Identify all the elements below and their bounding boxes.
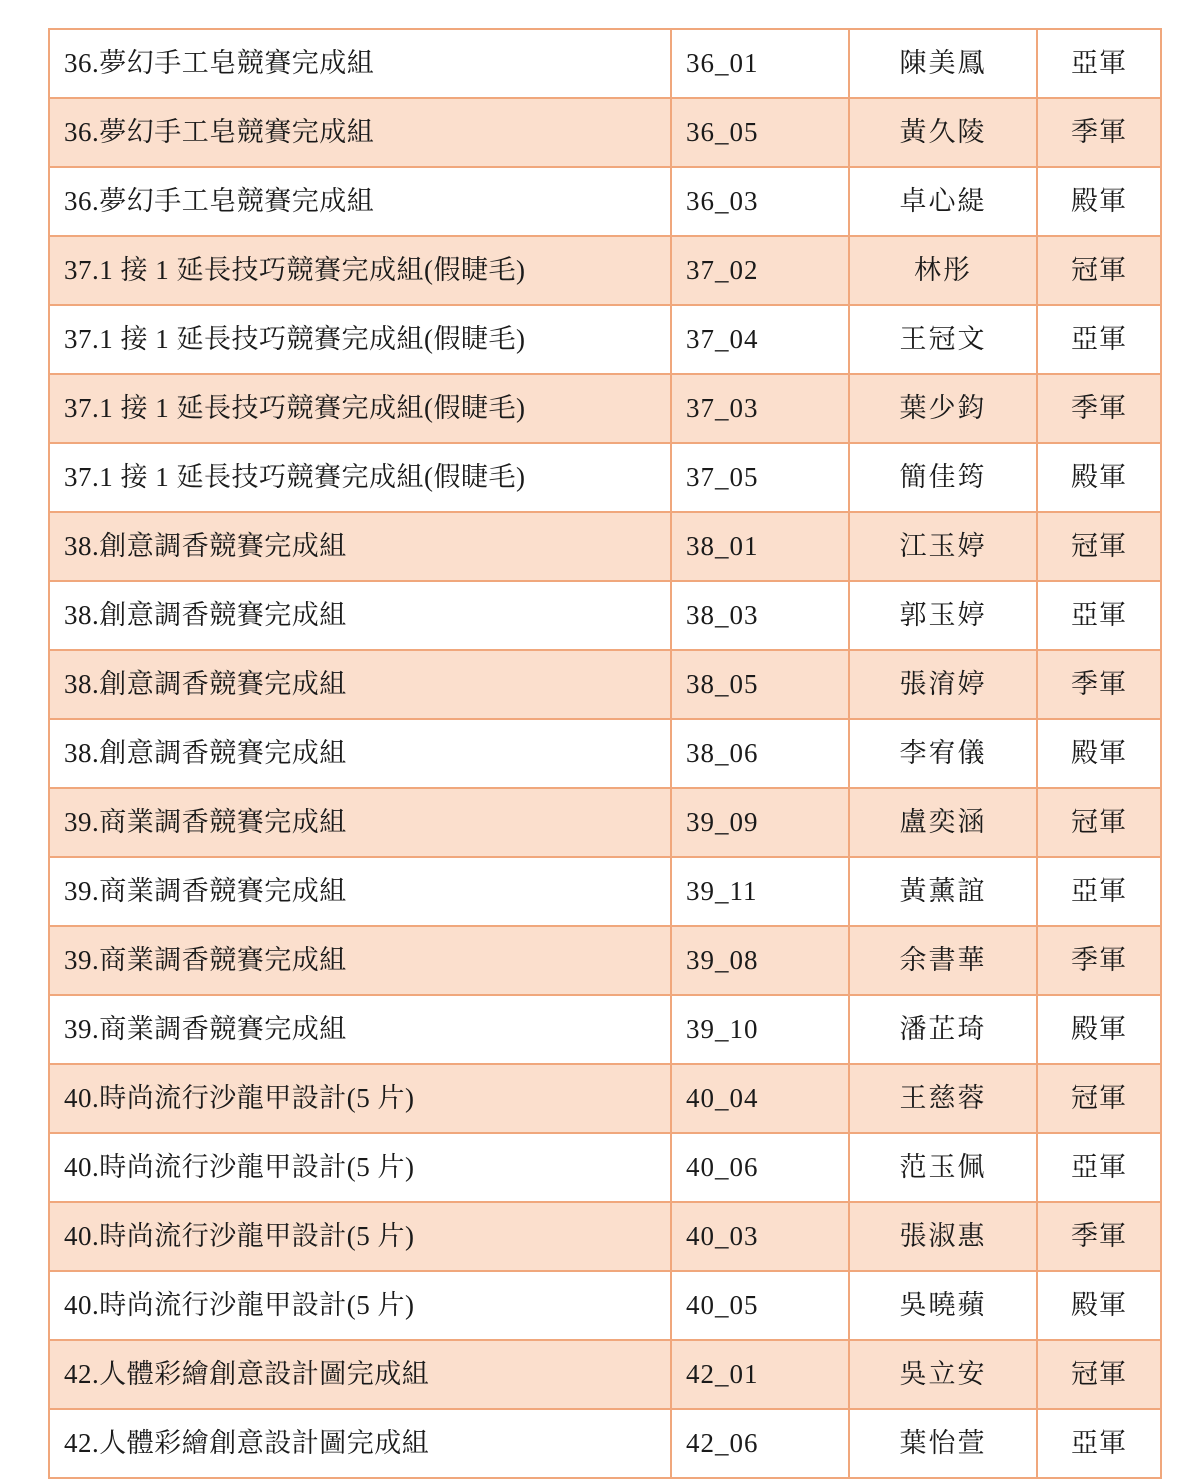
cell-name: 郭玉婷 xyxy=(849,581,1037,650)
cell-award: 冠軍 xyxy=(1037,236,1161,305)
cell-code: 40_03 xyxy=(671,1202,849,1271)
cell-code: 38_01 xyxy=(671,512,849,581)
table-row xyxy=(49,1202,1161,1271)
cell-code: 38_05 xyxy=(671,650,849,719)
table-row xyxy=(49,374,1161,443)
table-row xyxy=(49,236,1161,305)
table-row xyxy=(49,581,1161,650)
cell-name: 黃薰誼 xyxy=(849,857,1037,926)
cell-event: 39.商業調香競賽完成組 xyxy=(49,857,671,926)
table-row xyxy=(49,926,1161,995)
cell-award: 季軍 xyxy=(1037,98,1161,167)
cell-name: 陳美鳳 xyxy=(849,29,1037,98)
cell-name: 江玉婷 xyxy=(849,512,1037,581)
cell-event: 37.1 接 1 延長技巧競賽完成組(假睫毛) xyxy=(49,374,671,443)
results-table xyxy=(48,28,1162,1479)
cell-event: 38.創意調香競賽完成組 xyxy=(49,719,671,788)
cell-name: 簡佳筠 xyxy=(849,443,1037,512)
cell-name: 潘芷琦 xyxy=(849,995,1037,1064)
table-row xyxy=(49,788,1161,857)
table-row xyxy=(49,857,1161,926)
cell-award: 殿軍 xyxy=(1037,443,1161,512)
cell-code: 39_10 xyxy=(671,995,849,1064)
cell-award: 冠軍 xyxy=(1037,1064,1161,1133)
cell-code: 38_03 xyxy=(671,581,849,650)
cell-name: 張淑惠 xyxy=(849,1202,1037,1271)
cell-award: 亞軍 xyxy=(1037,857,1161,926)
cell-award: 季軍 xyxy=(1037,1202,1161,1271)
cell-code: 40_04 xyxy=(671,1064,849,1133)
cell-award: 季軍 xyxy=(1037,374,1161,443)
cell-event: 40.時尚流行沙龍甲設計(5 片) xyxy=(49,1064,671,1133)
cell-name: 吳曉蘋 xyxy=(849,1271,1037,1340)
cell-name: 盧奕涵 xyxy=(849,788,1037,857)
cell-award: 冠軍 xyxy=(1037,512,1161,581)
cell-name: 王冠文 xyxy=(849,305,1037,374)
cell-event: 42.人體彩繪創意設計圖完成組 xyxy=(49,1340,671,1409)
cell-award: 季軍 xyxy=(1037,926,1161,995)
cell-award: 亞軍 xyxy=(1037,581,1161,650)
cell-event: 37.1 接 1 延長技巧競賽完成組(假睫毛) xyxy=(49,305,671,374)
cell-award: 亞軍 xyxy=(1037,1409,1161,1478)
cell-award: 殿軍 xyxy=(1037,167,1161,236)
table-row xyxy=(49,650,1161,719)
cell-code: 38_06 xyxy=(671,719,849,788)
cell-event: 36.夢幻手工皂競賽完成組 xyxy=(49,98,671,167)
cell-name: 林彤 xyxy=(849,236,1037,305)
cell-name: 王慈蓉 xyxy=(849,1064,1037,1133)
cell-award: 殿軍 xyxy=(1037,995,1161,1064)
cell-event: 40.時尚流行沙龍甲設計(5 片) xyxy=(49,1271,671,1340)
cell-code: 36_05 xyxy=(671,98,849,167)
cell-event: 36.夢幻手工皂競賽完成組 xyxy=(49,167,671,236)
cell-code: 40_05 xyxy=(671,1271,849,1340)
cell-name: 范玉佩 xyxy=(849,1133,1037,1202)
cell-event: 37.1 接 1 延長技巧競賽完成組(假睫毛) xyxy=(49,236,671,305)
cell-name: 黃久陵 xyxy=(849,98,1037,167)
cell-code: 39_11 xyxy=(671,857,849,926)
cell-name: 余書華 xyxy=(849,926,1037,995)
cell-name: 葉怡萱 xyxy=(849,1409,1037,1478)
cell-award: 殿軍 xyxy=(1037,1271,1161,1340)
table-row xyxy=(49,995,1161,1064)
cell-name: 張淯婷 xyxy=(849,650,1037,719)
cell-code: 37_03 xyxy=(671,374,849,443)
cell-code: 36_01 xyxy=(671,29,849,98)
cell-event: 39.商業調香競賽完成組 xyxy=(49,926,671,995)
cell-code: 42_06 xyxy=(671,1409,849,1478)
table-row xyxy=(49,1133,1161,1202)
cell-code: 39_08 xyxy=(671,926,849,995)
table-row xyxy=(49,167,1161,236)
cell-name: 李宥儀 xyxy=(849,719,1037,788)
table-row xyxy=(49,305,1161,374)
cell-name: 葉少鈞 xyxy=(849,374,1037,443)
cell-event: 39.商業調香競賽完成組 xyxy=(49,995,671,1064)
cell-event: 36.夢幻手工皂競賽完成組 xyxy=(49,29,671,98)
cell-event: 40.時尚流行沙龍甲設計(5 片) xyxy=(49,1202,671,1271)
cell-code: 40_06 xyxy=(671,1133,849,1202)
table-row xyxy=(49,512,1161,581)
cell-name: 吳立安 xyxy=(849,1340,1037,1409)
cell-award: 殿軍 xyxy=(1037,719,1161,788)
table-row xyxy=(49,719,1161,788)
cell-code: 37_05 xyxy=(671,443,849,512)
cell-name: 卓心緹 xyxy=(849,167,1037,236)
table-row xyxy=(49,1409,1161,1478)
table-row xyxy=(49,443,1161,512)
cell-award: 亞軍 xyxy=(1037,1133,1161,1202)
cell-code: 37_02 xyxy=(671,236,849,305)
cell-event: 39.商業調香競賽完成組 xyxy=(49,788,671,857)
cell-event: 38.創意調香競賽完成組 xyxy=(49,512,671,581)
cell-award: 季軍 xyxy=(1037,650,1161,719)
cell-code: 36_03 xyxy=(671,167,849,236)
cell-event: 37.1 接 1 延長技巧競賽完成組(假睫毛) xyxy=(49,443,671,512)
cell-award: 亞軍 xyxy=(1037,305,1161,374)
results-table-body xyxy=(49,29,1161,1478)
table-row xyxy=(49,98,1161,167)
table-row xyxy=(49,1340,1161,1409)
table-row xyxy=(49,29,1161,98)
cell-award: 亞軍 xyxy=(1037,29,1161,98)
cell-code: 39_09 xyxy=(671,788,849,857)
cell-event: 38.創意調香競賽完成組 xyxy=(49,650,671,719)
cell-award: 冠軍 xyxy=(1037,788,1161,857)
table-row xyxy=(49,1271,1161,1340)
cell-code: 37_04 xyxy=(671,305,849,374)
cell-event: 38.創意調香競賽完成組 xyxy=(49,581,671,650)
cell-award: 冠軍 xyxy=(1037,1340,1161,1409)
cell-event: 42.人體彩繪創意設計圖完成組 xyxy=(49,1409,671,1478)
cell-event: 40.時尚流行沙龍甲設計(5 片) xyxy=(49,1133,671,1202)
cell-code: 42_01 xyxy=(671,1340,849,1409)
table-row xyxy=(49,1064,1161,1133)
